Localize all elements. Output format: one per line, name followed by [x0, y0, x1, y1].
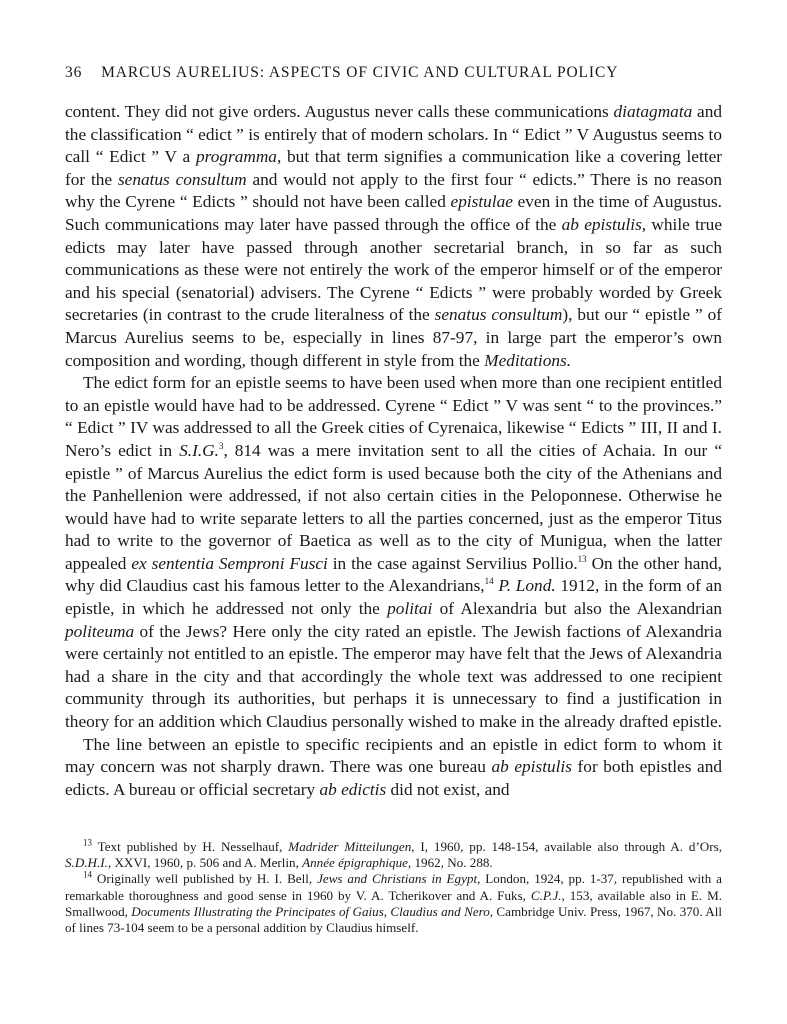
footnote-ref: 13	[577, 554, 587, 565]
text-run: Originally well published by H. I. Bell,	[92, 871, 318, 887]
body-text	[65, 101, 722, 801]
text-run: , 814 was a mere invitation sent to all the cities of Achaia. In our “ epistle ” of Marcus Aurelius the edict form is used because both the city of the Athenians and the Panhellenion were addressed, if not also certain cities in the Peloponnese. Otherwise he would have had to write separate letters to all the parties concerned, just as the emperor Titus had to write to the governor of Baetica as well as to the city of Munigua, when the latter appealed	[65, 440, 722, 573]
italic-text: ab epistulis,	[561, 214, 647, 234]
italic-text: programma,	[195, 147, 282, 167]
italic-text: politeuma	[65, 621, 135, 641]
text-run: even in the time of Augustus. Such communications may later have passed through the office of the	[65, 192, 722, 234]
footnote-ref: 14	[83, 870, 92, 881]
text-run: London, 1924, pp. 1-37, republished with a remarkable thoroughness and good sense in 1960 by V. A. Tcherikover and A. Fuks,	[65, 871, 722, 903]
text-run: content. They did not give orders. Augustus never calls these communications	[65, 102, 614, 121]
text-run: ), but our “ epistle ” of Marcus Aurelius seems to be, especially in lines 87-97, in large part the emperor’s own composition and wording, though different in style from the	[65, 305, 722, 370]
paragraph	[65, 101, 722, 372]
text-run: The edict form for an epistle seems to have been used when more than one recipient entitled to an epistle would have had to be addressed. Cyrene “ Edict ” V was sent “ to the provinces.” “ Edict ” IV was addressed to all the Greek cities of Cyrenaica, likewise “ Edicts ” III, II and I. Nero’s edict in	[65, 373, 722, 460]
text-run: for both epistles and edicts. A bureau or official secretary	[65, 757, 722, 799]
footnote	[65, 839, 722, 871]
running-title: MARCUS AURELIUS: ASPECTS OF CIVIC AND CULTURAL POLICY	[101, 64, 619, 81]
italic-text: C.P.J.,	[530, 887, 565, 903]
italic-text: Documents Illustrating the Principates of Gaius, Claudius and Nero,	[131, 903, 494, 919]
italic-text: ex sententia Semproni Fusci	[131, 553, 328, 573]
text-run: and the classification “ edict ” is entirely that of modern scholars. In “ Edict ” V Augustus seems to call “ Edict ” V a	[65, 102, 722, 167]
paragraph	[65, 372, 722, 734]
text-run: The line between an epistle to specific recipients and an epistle in edict form to whom it may concern was not sharply drawn. There was one bureau	[65, 734, 722, 777]
text-run: Cambridge Univ. Press, 1967, No. 370. All of lines 73-104 seem to be a personal addition by Claudius himself.	[65, 903, 722, 936]
footnote-ref: 13	[83, 837, 92, 848]
text-run: On the other hand, why did Claudius cast his famous letter to the Alexandrians,	[65, 553, 722, 596]
italic-text: ab epistulis	[491, 757, 572, 777]
text-run: did not exist, and	[386, 779, 510, 799]
italic-text: S.I.G.	[179, 440, 219, 460]
text-run: I, 1960, pp. 148-154, available also through A. d’Ors,	[414, 839, 722, 854]
italic-text: senatus consultum	[434, 305, 563, 325]
footnote	[65, 871, 722, 936]
italic-text: Meditations.	[484, 350, 572, 370]
text-run: 1962, No. 288.	[411, 855, 493, 871]
footnotes	[65, 839, 722, 936]
text-run: but that term signifies a communication like a covering letter for the	[65, 147, 722, 189]
text-run: XXVI, 1960, p. 506 and A. Merlin,	[111, 855, 303, 871]
italic-text: politai	[387, 599, 433, 619]
italic-text: Jews and Christians in Egypt,	[317, 871, 481, 887]
italic-text: epistulae	[450, 192, 513, 212]
running-head	[65, 64, 725, 82]
text-run: in the case against Servilius Pollio.	[327, 553, 578, 573]
text-run: and would not apply to the first four “ edicts.” There is no reason why the Cyrene “ Edicts ” should not have been called	[65, 169, 722, 212]
text-run: of the Jews? Here only the city rated an epistle. The Jewish factions of Alexandria were certainly not entitled to an epistle. The emperor may have felt that the Jews of Alexandria had a share in the city and that accordingly the whole text was addressed to one recipient community through its authorities, but perhaps it is unnecessary to find a justification in theory for an addition which Claudius personally wished to make in the already drafted epistle.	[65, 621, 722, 732]
footnote-ref: 14	[484, 576, 494, 587]
italic-text: Année épigraphique,	[302, 855, 412, 871]
italic-text: ab edictis	[319, 779, 387, 799]
italic-text: diatagmata	[613, 102, 693, 121]
footnote-ref: 3	[218, 441, 224, 452]
text-run: of Alexandria but also the Alexandrian	[432, 599, 722, 619]
italic-text: Madrider Mitteilungen,	[288, 839, 415, 854]
italic-text: senatus consultum	[117, 169, 247, 189]
text-run: 1912, in the form of an epistle, in which he addressed not only the	[65, 576, 722, 619]
text-run: Text published by H. Nesselhauf,	[92, 839, 289, 854]
paragraph	[65, 734, 722, 802]
page-number: 36	[65, 64, 83, 81]
italic-text: S.D.H.I.,	[65, 855, 112, 871]
text-run: 153, available also in E. M. Smallwood,	[65, 887, 722, 919]
italic-text: P. Lond.	[498, 576, 556, 596]
text-run: while true edicts may later have passed through another secretarial branch, in so far as such communications as these were not entirely the work of the emperor himself or of the emperor and his special (senatorial) advisers. The Cyrene “ Edicts ” were probably worded by Greek secretaries (in contrast to the crude literalness of the	[65, 214, 722, 325]
